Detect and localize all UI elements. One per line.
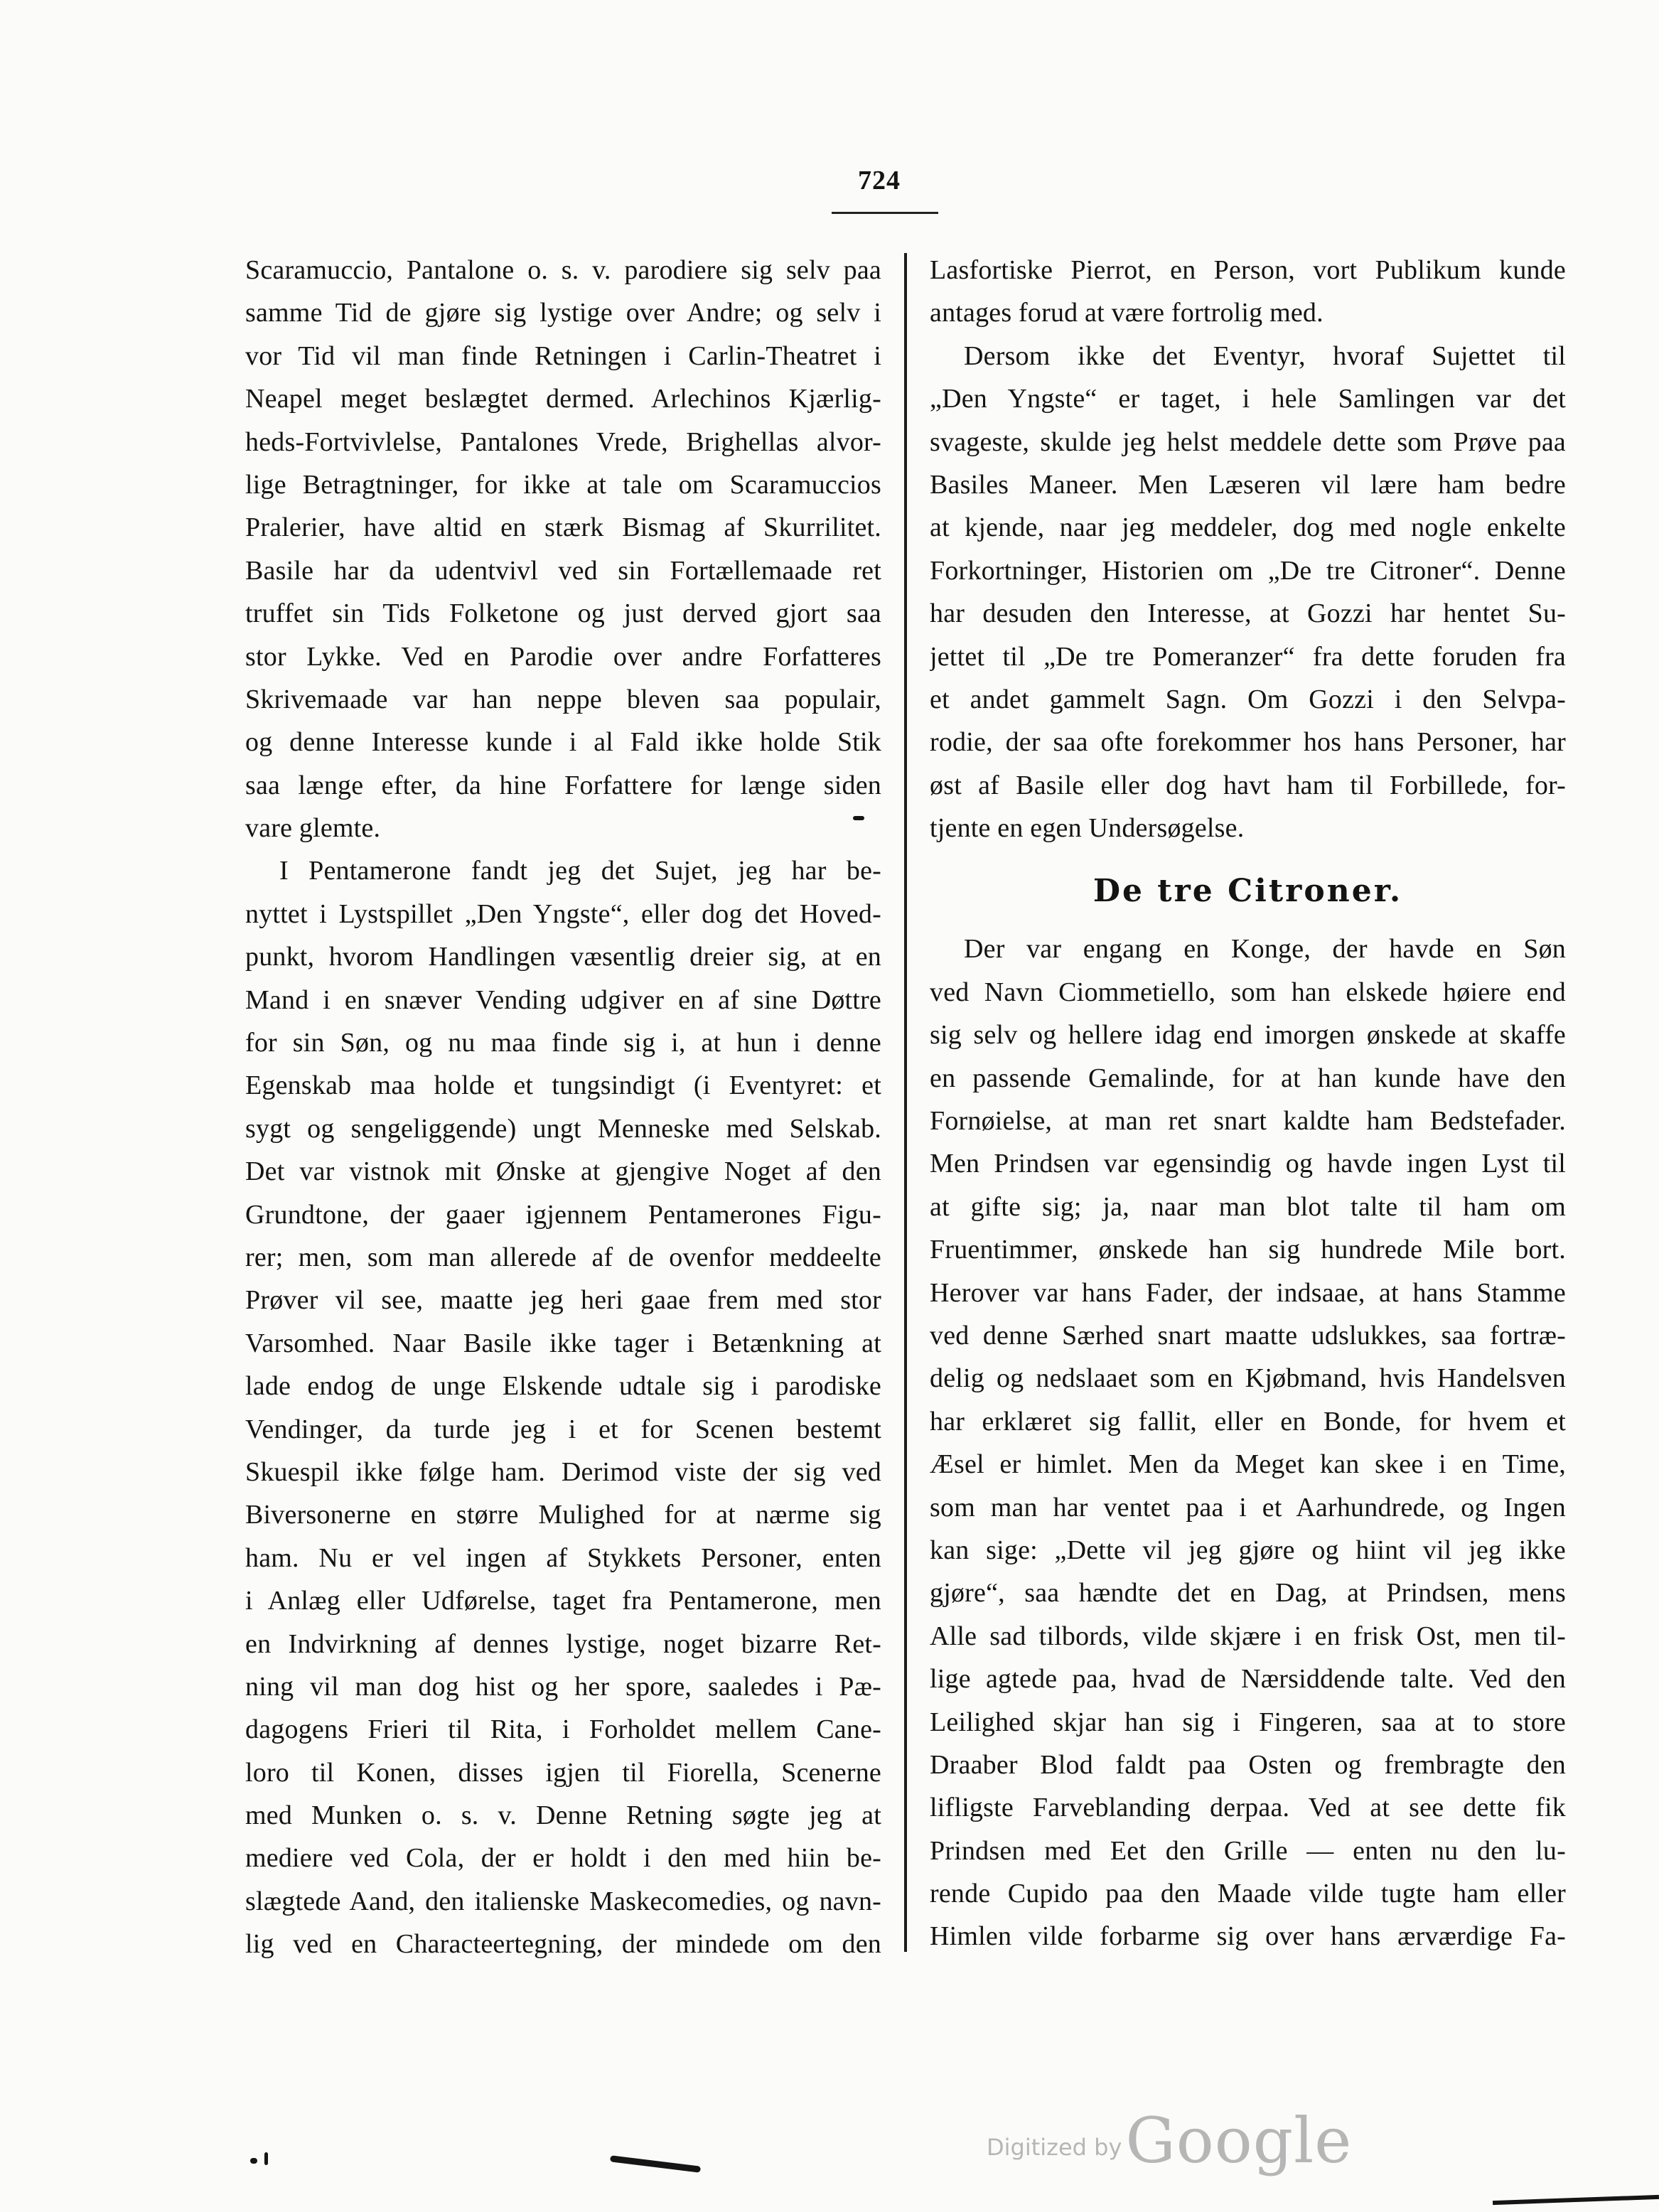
text-line: sig selv og hellere idag end imorgen ønskede at skaffe xyxy=(930,1020,1566,1051)
text-line: tjente en egen Undersøgelse. xyxy=(930,813,1245,844)
text-line: har desuden den Interesse, at Gozzi har hentet Su- xyxy=(930,598,1566,629)
text-line: kan sige: „Dette vil jeg gjøre og hiint vil jeg ikke xyxy=(930,1535,1566,1565)
text-line: Æsel er himlet. Men da Meget kan skee i en Time, xyxy=(930,1449,1566,1480)
text-line: antages forud at være fortrolig med. xyxy=(930,298,1324,328)
text-line: at gifte sig; ja, naar man blot talte til ham om xyxy=(930,1191,1566,1222)
text-line: sygt og sengeliggende) ungt Menneske med Selskab. xyxy=(245,1113,881,1144)
text-line: Det var vistnok mit Ønske at gjengive Noget af den xyxy=(245,1156,881,1187)
text-line: dagogens Frieri til Rita, i Forholdet mellem Cane- xyxy=(245,1714,881,1745)
text-line: Leilighed skjar han sig i Fingeren, saa at to store xyxy=(930,1707,1566,1737)
text-line: stor Lykke. Ved en Parodie over andre Forfatteres xyxy=(245,641,881,672)
text-line: Basile har da udentvivl ved sin Fortællemaade ret xyxy=(245,555,881,586)
text-line: lig ved en Characteertegning, der mindede om den xyxy=(245,1929,881,1960)
text-line: punkt, hvorom Handlingen væsentlig dreier sig, at en xyxy=(245,942,881,972)
google-logo: Google xyxy=(1125,2104,1353,2177)
text-line: Skrivemaade var han neppe bleven saa populair, xyxy=(245,684,881,714)
text-line: Basiles Maneer. Men Læseren vil lære ham bedre xyxy=(930,469,1566,500)
text-line: vare glemte. xyxy=(245,813,381,844)
text-line: et andet gammelt Sagn. Om Gozzi i den Selvpa- xyxy=(930,684,1566,714)
text-line: øst af Basile eller dog havt ham til Forbillede, for- xyxy=(930,770,1566,800)
text-line: en Indvirkning af dennes lystige, noget bizarre Ret- xyxy=(245,1628,881,1659)
text-line: svageste, skulde jeg helst meddele dette som Prøve paa xyxy=(930,426,1566,457)
text-line: Men Prindsen var egensindig og havde ingen Lyst til xyxy=(930,1149,1566,1179)
text-line: Fornøielse, at man ret snart kaldte ham Bedstefader. xyxy=(930,1106,1566,1137)
text-line: Neapel meget beslægtet dermed. Arlechinos Kjærlig- xyxy=(245,384,881,414)
text-line: nyttet i Lystspillet „Den Yngste“, eller dog det Hoved- xyxy=(245,898,881,929)
page-number: 724 xyxy=(858,166,901,195)
text-line: Der var engang en Konge, der havde en Søn xyxy=(964,934,1566,965)
text-line: delig og nedslaaet som en Kjøbmand, hvis Handelsven xyxy=(930,1363,1566,1394)
text-line: og denne Interesse kunde i al Fald ikke holde Stik xyxy=(245,727,881,758)
text-line: i Anlæg eller Udførelse, taget fra Pentamerone, men xyxy=(245,1586,881,1616)
ink-stroke xyxy=(610,2155,701,2173)
text-line: Scaramuccio, Pantalone o. s. v. parodiere sig selv paa xyxy=(245,255,881,285)
watermark-prefix: Digitized by xyxy=(987,2134,1122,2161)
right-column xyxy=(930,249,1566,1958)
text-line: ved Navn Ciommetiello, som han elskede høiere end xyxy=(930,977,1566,1007)
text-line: Fruentimmer, ønskede han sig hundrede Mile bort. xyxy=(930,1235,1566,1265)
header-rule xyxy=(832,212,938,214)
text-line: mediere ved Cola, der er holdt i den med hiin be- xyxy=(245,1843,881,1874)
text-line: Vendinger, da turde jeg i et for Scenen bestemt xyxy=(245,1414,881,1444)
ink-smudge xyxy=(264,2152,268,2165)
text-line: med Munken o. s. v. Denne Retning søgte jeg at xyxy=(245,1800,881,1831)
text-line: Himlen vilde forbarme sig over hans ærværdige Fa- xyxy=(930,1921,1566,1952)
text-line: at kjende, naar jeg meddeler, dog med nogle enkelte xyxy=(930,512,1566,543)
text-line: for sin Søn, og nu maa finde sig i, at hun i denne xyxy=(245,1028,881,1058)
text-line: rer; men, som man allerede af de ovenfor meddeelte xyxy=(245,1242,881,1272)
text-line: jettet til „De tre Pomeranzer“ fra dette foruden fra xyxy=(930,641,1566,672)
text-line: loro til Konen, disses igjen til Fiorella, Scenerne xyxy=(245,1757,881,1788)
text-line: slægtede Aand, den italienske Maskecomedies, og navn- xyxy=(245,1886,881,1916)
text-line: rende Cupido paa den Maade vilde tugte ham eller xyxy=(930,1879,1566,1909)
text-line: lifligste Farveblanding derpaa. Ved at see dette fik xyxy=(930,1793,1566,1823)
text-line: Biversonerne en større Mulighed for at nærme sig xyxy=(245,1500,881,1530)
text-line: Prindsen med Eet den Grille — enten nu den lu- xyxy=(930,1835,1566,1866)
text-line: ning vil man dog hist og her spore, saaledes i Pæ- xyxy=(245,1671,881,1702)
text-line: som man har ventet paa i et Aarhundrede, og Ingen xyxy=(930,1492,1566,1523)
text-line: Prøver vil see, maatte jeg heri gaae frem med stor xyxy=(245,1285,881,1316)
text-line: heds-Fortvivlelse, Pantalones Vrede, Brighellas alvor- xyxy=(245,426,881,457)
text-line: ham. Nu er vel ingen af Stykkets Personer, enten xyxy=(245,1542,881,1573)
text-line: Alle sad tilbords, vilde skjære i en frisk Ost, men til- xyxy=(930,1621,1566,1651)
section-heading: De tre Citroner. xyxy=(1092,873,1403,910)
text-line: Lasfortiske Pierrot, en Person, vort Publikum kunde xyxy=(930,255,1566,285)
digitized-by-google-watermark xyxy=(987,2104,1352,2177)
edge-line xyxy=(1493,2195,1659,2205)
text-line: gjøre“, saa hændte det en Dag, at Prindsen, mens xyxy=(930,1578,1566,1609)
text-line: vor Tid vil man finde Retningen i Carlin-Theatret i xyxy=(245,340,881,371)
text-line: „Den Yngste“ er taget, i hele Samlingen var det xyxy=(930,384,1566,414)
text-line: Egenskab maa holde et tungsindigt (i Eventyret: et xyxy=(245,1070,881,1101)
text-line: Pralerier, have altid en stærk Bismag af Skurrilitet. xyxy=(245,512,881,543)
text-line: lige Betragtninger, for ikke at tale om Scaramuccios xyxy=(245,469,881,500)
text-line: lade endog de unge Elskende udtale sig i parodiske xyxy=(245,1371,881,1402)
text-line: samme Tid de gjøre sig lystige over Andre; og selv i xyxy=(245,298,881,328)
text-line: Herover var hans Fader, der indsaae, at hans Stamme xyxy=(930,1277,1566,1308)
text-line: Draaber Blod faldt paa Osten og frembragte den xyxy=(930,1749,1566,1780)
text-line: Skuespil ikke følge ham. Derimod viste der sig ved xyxy=(245,1456,881,1487)
ink-dot xyxy=(853,816,864,820)
text-line: rodie, der saa ofte forekommer hos hans Personer, har xyxy=(930,727,1566,758)
text-line: Dersom ikke det Eventyr, hvoraf Sujettet til xyxy=(964,340,1566,371)
column-divider xyxy=(904,253,907,1952)
text-line: Grundtone, der gaaer igjennem Pentamerones Figu- xyxy=(245,1199,881,1230)
ink-smudge xyxy=(250,2158,257,2164)
text-line: har erklæret sig fallit, eller en Bonde, for hvem et xyxy=(930,1406,1566,1437)
text-line: Forkortninger, Historien om „De tre Citroner“. Denne xyxy=(930,555,1566,586)
text-line: truffet sin Tids Folketone og just derved gjort saa xyxy=(245,598,881,629)
text-line: I Pentamerone fandt jeg det Sujet, jeg har be- xyxy=(279,856,881,886)
text-line: lige agtede paa, hvad de Nærsiddende talte. Ved den xyxy=(930,1664,1566,1695)
text-line: en passende Gemalinde, for at han kunde have den xyxy=(930,1063,1566,1093)
text-line: Mand i en snæver Vending udgiver en af sine Døttre xyxy=(245,984,881,1015)
text-line: saa længe efter, da hine Forfattere for længe siden xyxy=(245,770,881,800)
text-line: Varsomhed. Naar Basile ikke tager i Betænkning at xyxy=(245,1328,881,1358)
text-line: ved denne Særhed snart maatte udslukkes, saa fortræ- xyxy=(930,1320,1566,1351)
left-column xyxy=(245,249,881,1966)
